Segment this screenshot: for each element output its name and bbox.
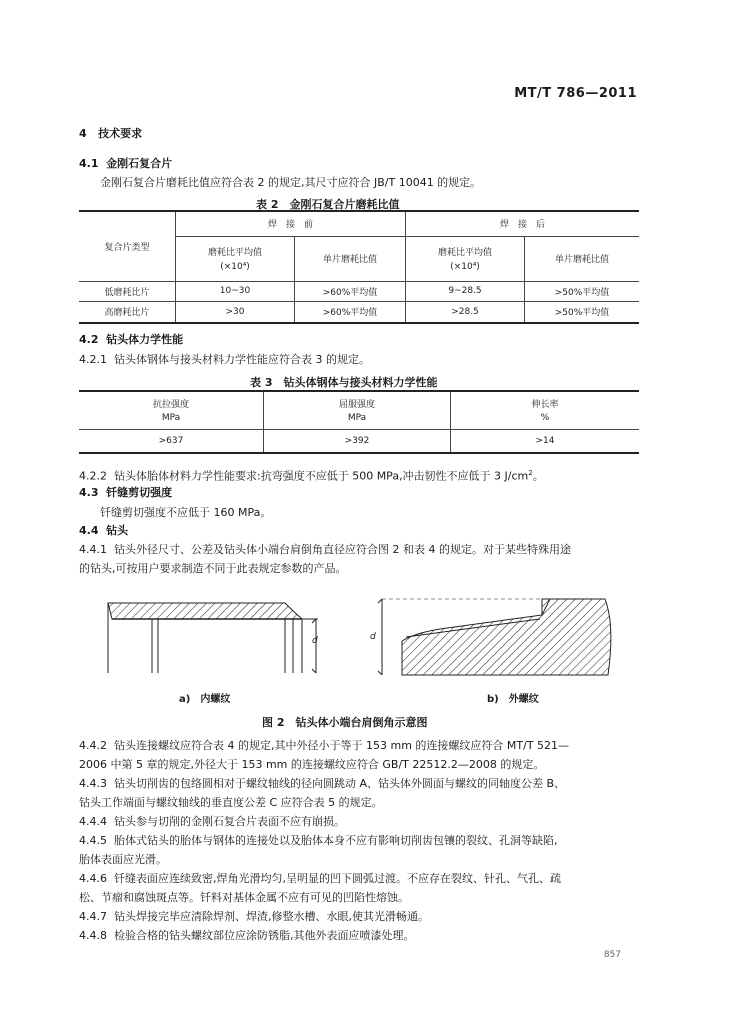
clause-title: 钎缝剪切强度: [106, 486, 173, 499]
clause-title: 钻头体力学性能: [106, 333, 184, 346]
header-name: 伸长率: [531, 400, 559, 411]
table-cell: >50%平均值: [525, 281, 640, 301]
clause-4-4-1-line2: 的钻头,可按用户要求制造不同于此表规定参数的产品。: [79, 562, 347, 575]
header-unit: MPa: [161, 413, 181, 424]
clause-text-end: 。: [532, 469, 544, 483]
yield-header: [264, 391, 451, 429]
avg-label: 磨耗比平均值: [437, 248, 492, 258]
table-cell: >392: [264, 429, 451, 453]
elongation-header: [451, 391, 640, 429]
clause-number: 4.2.1: [79, 353, 107, 366]
clause-4-1-text: 金刚石复合片磨耗比值应符合表 2 的规定,其尺寸应符合 JB/T 10041 的规定。: [100, 176, 482, 189]
before-weld-header: [176, 211, 406, 236]
section-number: 4: [79, 127, 87, 140]
table-cell: 低磨耗比片: [79, 281, 176, 301]
after-weld-header: [406, 211, 640, 236]
clause-title: 金刚石复合片: [106, 157, 173, 170]
clause-4-2-heading: [79, 333, 183, 347]
table-2-caption: 表 2 金刚石复合片磨耗比值: [256, 198, 400, 211]
clause-text: 钻头参与切削的金刚石复合片表面不应有崩损。: [114, 815, 345, 828]
table-row: [79, 301, 639, 323]
single-label: 单片磨耗比值: [322, 255, 377, 265]
clause-4-4-8: [79, 929, 415, 943]
tensile-header: [79, 391, 264, 429]
clause-text: 胎体式钻头的胎体与钢体的连接处以及胎体本身不应有影响切削齿包镶的裂纹、孔洞等缺陷,: [114, 834, 558, 847]
clause-text: 钻头外径尺寸、公差及钻头体小端台肩倒角直径应符合图 2 和表 4 的规定。对于某些特殊用途: [114, 543, 571, 556]
clause-4-4-6-line2: 松、节瘤和腐蚀斑点等。钎料对基体金属不应有可见的凹陷性熔蚀。: [79, 891, 409, 904]
clause-text: 钻头体钢体与接头材料力学性能应符合表 3 的规定。: [114, 353, 370, 366]
table-cell: >637: [79, 429, 264, 453]
table-cell: >30: [176, 301, 295, 323]
table-cell: 高磨耗比片: [79, 301, 176, 323]
clause-number: 4.4.5: [79, 834, 107, 847]
clause-number: 4.4.4: [79, 815, 107, 828]
dimension-d-label-a: d: [312, 636, 318, 646]
clause-4-2-1: [79, 353, 370, 367]
table-cell: >50%平均值: [525, 301, 640, 323]
clause-4-1-heading: [79, 157, 172, 171]
clause-number: 4.2: [79, 333, 99, 346]
figure-2a-internal-thread: [108, 603, 318, 673]
clause-text: 钻头切削齿的包络圆相对于螺纹轴线的径向圆跳动 A、钻头体外圆面与螺纹的同轴度公差 B、: [114, 777, 566, 790]
clause-4-2-2: [79, 466, 544, 484]
table-3-caption: 表 3 钻头体钢体与接头材料力学性能: [250, 376, 438, 389]
table-row: [79, 429, 639, 453]
table-cell: >60%平均值: [295, 301, 406, 323]
clause-number: 4.4.3: [79, 777, 107, 790]
clause-4-4-6-line1: [79, 872, 561, 886]
before-weld-label: 焊 接 前: [267, 220, 313, 231]
after-weld-label: 焊 接 后: [499, 220, 545, 231]
header-unit: MPa: [347, 413, 367, 424]
clause-number: 4.4.6: [79, 872, 107, 885]
avg-label: 磨耗比平均值: [207, 248, 262, 258]
clause-number: 4.4: [79, 524, 99, 537]
figure-2b-label: b) 外螺纹: [487, 694, 539, 705]
clause-4-4-1-line1: [79, 543, 571, 557]
header-unit: %: [540, 413, 550, 424]
section-title: 技术要求: [98, 127, 143, 140]
clause-4-4-2-line2: 2006 中第 5 章的规定,外径大于 153 mm 的连接螺纹应符合 GB/T 22512.2—2008 的规定。: [79, 758, 545, 771]
clause-4-3-heading: [79, 486, 172, 500]
table-cell: 10~30: [176, 281, 295, 301]
dimension-d-label-b: d: [370, 632, 376, 642]
avg-unit: (×10⁴): [220, 262, 250, 272]
table-row: [79, 281, 639, 301]
superscript: 2: [528, 469, 533, 477]
header-name: 屈服强度: [338, 400, 375, 411]
clause-number: 4.4.7: [79, 910, 107, 923]
clause-4-4-5-line2: 胎体表面应光滑。: [79, 853, 167, 866]
figure-2b-external-thread: [378, 599, 611, 675]
clause-4-4-heading: [79, 524, 128, 538]
clause-4-4-5-line1: [79, 834, 558, 848]
section-4-heading: [79, 127, 142, 141]
single-header-after: [525, 236, 640, 281]
clause-number: 4.4.1: [79, 543, 107, 556]
table-3: [79, 390, 639, 454]
figure-2-drawing: [80, 585, 640, 685]
clause-text: 钻头体胎体材料力学性能要求:抗弯强度不应低于 500 MPa,冲击韧性不应低于 3 J/cm: [114, 469, 529, 483]
figure-2-caption: 图 2 钻头体小端台肩倒角示意图: [262, 716, 428, 729]
clause-4-4-3-line1: [79, 777, 565, 791]
clause-text: 钻头焊接完毕应清除焊剂、焊渣,修整水槽、水眼,使其光滑畅通。: [114, 910, 429, 923]
clause-4-4-7: [79, 910, 429, 924]
header-name: 抗拉强度: [152, 400, 189, 411]
clause-text: 钻头连接螺纹应符合表 4 的规定,其中外径小于等于 153 mm 的连接螺纹应符合 MT/T 521—: [114, 739, 570, 752]
clause-number: 4.2.2: [79, 469, 107, 483]
page-number: 857: [603, 950, 621, 960]
single-header-before: [295, 236, 406, 281]
clause-4-4-2-line1: [79, 739, 569, 753]
clause-number: 4.4.2: [79, 739, 107, 752]
clause-text: 检验合格的钻头螺纹部位应涂防锈脂,其他外表面应喷漆处理。: [114, 929, 415, 942]
clause-number: 4.3: [79, 486, 99, 499]
clause-text: 钎缝表面应连续致密,焊角光滑均匀,呈明显的凹下圆弧过渡。不应存在裂纹、针孔、气孔、疏: [114, 872, 561, 885]
standard-number: MT/T 786—2011: [514, 86, 637, 101]
clause-number: 4.4.8: [79, 929, 107, 942]
type-header: 复合片类型: [104, 242, 150, 253]
clause-number: 4.1: [79, 157, 99, 170]
type-header-cell: [79, 211, 176, 281]
figure-2a-label: a) 内螺纹: [179, 694, 231, 705]
table-cell: >60%平均值: [295, 281, 406, 301]
clause-4-3-text: 钎缝剪切强度不应低于 160 MPa。: [100, 506, 272, 519]
table-2: [79, 210, 639, 324]
table-cell: 9~28.5: [406, 281, 525, 301]
avg-header-before: [176, 236, 295, 281]
clause-title: 钻头: [106, 524, 129, 537]
clause-4-4-3-line2: 钻头工作端面与螺纹轴线的垂直度公差 C 应符合表 5 的规定。: [79, 796, 383, 809]
single-label: 单片磨耗比值: [554, 255, 609, 265]
clause-4-4-4: [79, 815, 345, 829]
avg-header-after: [406, 236, 525, 281]
table-cell: >28.5: [406, 301, 525, 323]
table-cell: >14: [451, 429, 640, 453]
avg-unit: (×10⁴): [450, 262, 480, 272]
